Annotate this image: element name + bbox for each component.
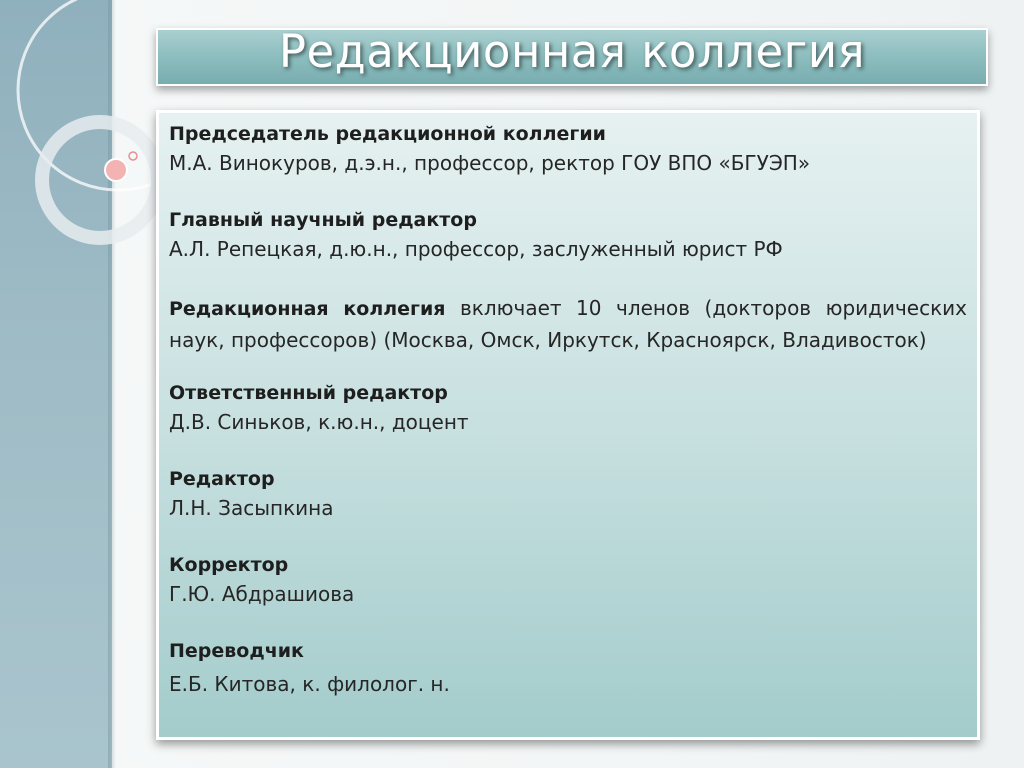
- role-label: Редакционная коллегия: [169, 298, 446, 320]
- person-info: Г.Ю. Абдрашиова: [169, 582, 355, 606]
- role-label: Переводчик: [169, 640, 304, 662]
- thick-ring: [42, 122, 158, 238]
- role-label: Главный научный редактор: [169, 209, 477, 231]
- person-info: Л.Н. Засыпкина: [169, 496, 334, 520]
- decorative-rings: [0, 0, 160, 300]
- entry-translator: [169, 638, 967, 699]
- small-dot: [129, 152, 137, 160]
- pink-dot: [105, 159, 127, 181]
- person-info: Д.В. Синьков, к.ю.н., доцент: [169, 410, 469, 434]
- entry-editor: [169, 466, 967, 523]
- board-description: включает 10 членов (докторов юридических наук, профессоров) (Москва, Омск, Иркутск, Красноярск, Владивосток): [169, 296, 967, 352]
- content-box: [156, 110, 980, 740]
- person-info: М.А. Винокуров, д.э.н., профессор, ректор ГОУ ВПО «БГУЭП»: [169, 151, 811, 175]
- role-label: Председатель редакционной коллегии: [169, 123, 606, 145]
- editorial-board-paragraph: [169, 293, 967, 356]
- entry-chief-editor: [169, 207, 967, 264]
- entry-chairman: [169, 121, 967, 178]
- role-label: Ответственный редактор: [169, 382, 448, 404]
- page-title: Редакционная коллегия: [278, 25, 866, 78]
- role-label: Редактор: [169, 468, 275, 490]
- title-bar: [156, 25, 988, 86]
- person-info: А.Л. Репецкая, д.ю.н., профессор, заслуженный юрист РФ: [169, 237, 783, 261]
- entry-executive-editor: [169, 380, 967, 437]
- entry-proofreader: [169, 552, 967, 609]
- person-info: Е.Б. Китова, к. филолог. н.: [169, 672, 450, 696]
- role-label: Корректор: [169, 554, 289, 576]
